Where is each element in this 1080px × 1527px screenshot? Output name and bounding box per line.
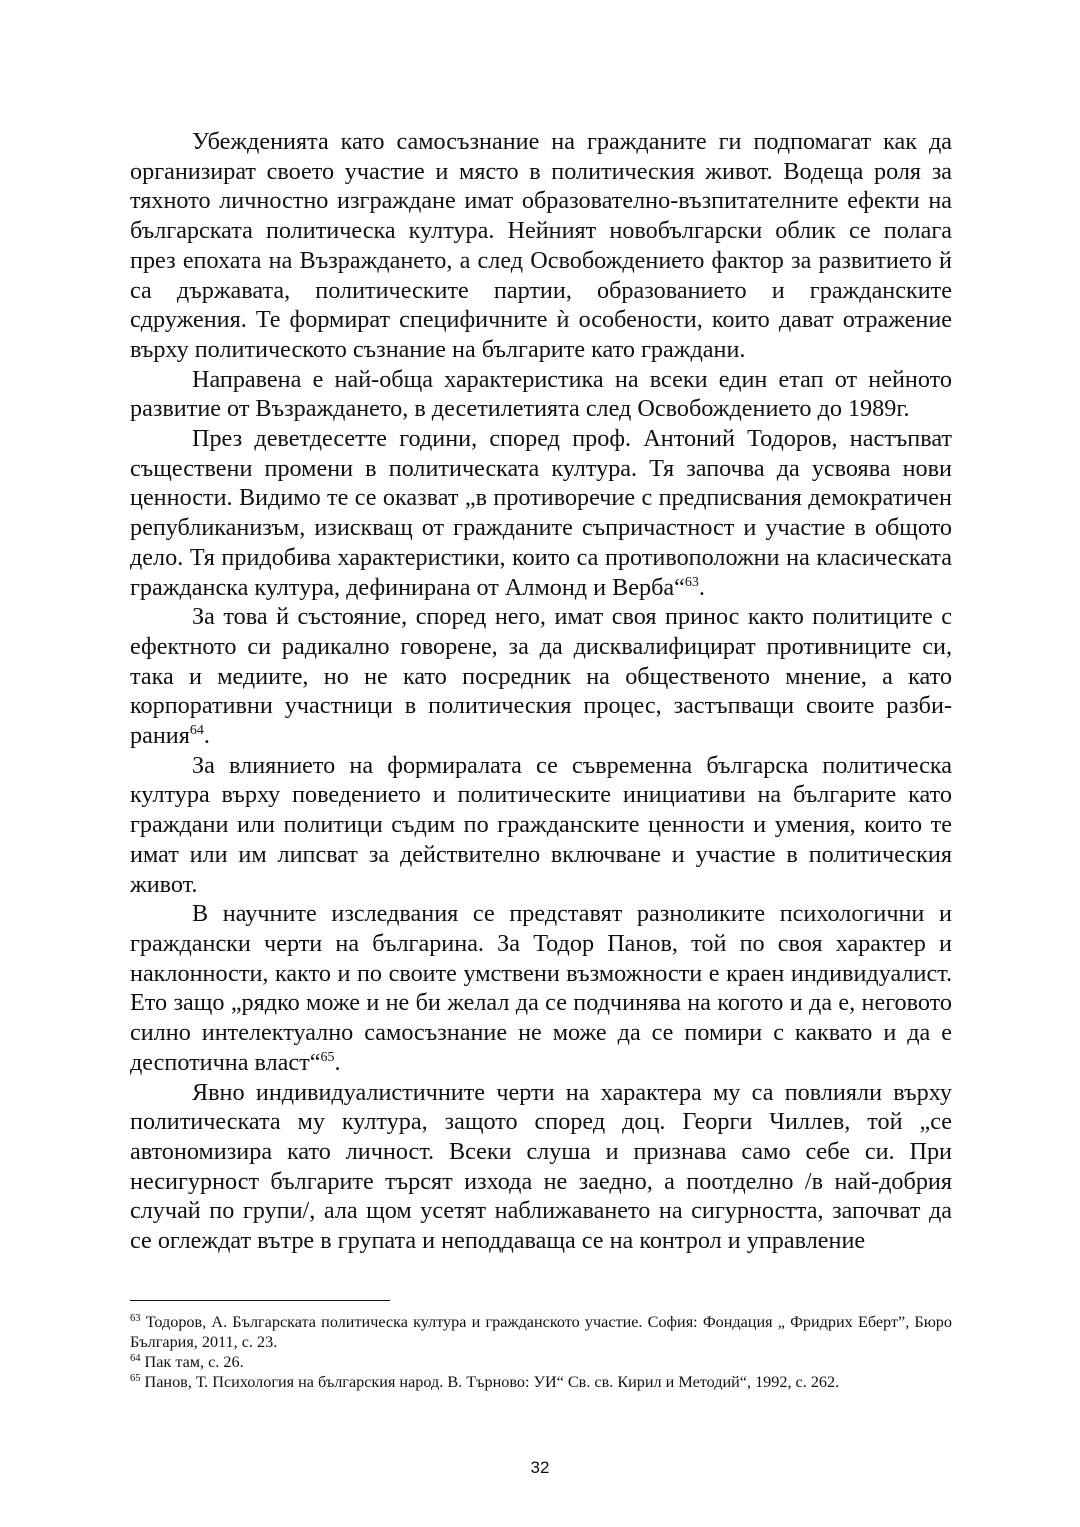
footnote-reference[interactable]: 65 [320,1049,335,1065]
paragraph-text: Явно индивидуалистичните черти на характера му са повлияли върху политическата му култура, защото според доц. Георги Чиллев, той „се автономизира като личност. Всеки слуша и признава само себе си. При несигурност българите търсят изхода не заедно, а поотделно /в най-добрия случай по групи/, ала щом усетят наближаването на сигурността, започват да се оглеждат вътре в групата и неподдаваща се на контрол и управление [130,1078,952,1255]
paragraph-tail: . [698,573,705,601]
paragraph-text: През деветдесетте години, според проф. Антоний Тодоров, настъпват съществени промени в политическата култура. Тя започва да усвоява нови ценности. Видимо те се оказват „в противоречие с предписвания демократичен републиканизъм, изискващ от гражданите съпричастност и участие в общото дело. Тя придобива характеристики, които са противоположни на класическата гражданска култура, дефинирана от Алмонд и Верба“ [130,425,952,601]
footnote-text: Пак там, с. 26. [140,1353,244,1371]
footnotes [130,1312,952,1392]
body-text [130,127,952,1256]
paragraph-tail: . [334,1048,341,1076]
paragraph [130,899,952,1077]
paragraph-text: Убежденията като самосъзнание на гражданите ги подпомагат как да организират своето участие и място в политическия живот. Водеща роля за тяхното личностно изграждане имат образователно-възпитателните ефекти на българската политическа култура. Нейният новобългарски облик се полага през епохата на Възраждането, а след Освобождението фактор за развитието й са държавата, политическите партии, образованието и гражданските сдружения. Те формират специфичните ѝ особености, които дават отражение върху политическото съзнание на българите като граждани. [130,128,952,363]
footnote [130,1372,952,1392]
footnote [130,1312,952,1352]
paragraph-text: За влиянието на формиралата се съвременна българска политическа култура върху поведението и политическите инициативи на българите като граждани или политици съдим по гражданските ценности и умения, които те имат или им липсват за действително включване и участие в политическия живот. [130,751,952,898]
paragraph [130,602,952,751]
footnote-reference[interactable]: 63 [684,574,699,590]
footnote-reference[interactable]: 64 [189,723,204,739]
paragraph-tail: . [203,722,210,750]
footnote [130,1352,952,1372]
paragraph [130,365,952,424]
paragraph [130,127,952,365]
paragraph-text: Направена е най-обща характеристика на всеки един етап от нейното развитие от Възраждането, в десетилетията след Освобождението до 1989г. [130,365,952,423]
footnote-mark: 65 [130,1373,141,1384]
paragraph-text: За това й състояние, според него, имат своя принос както политиците с ефектното си радикално говорене, за да дисквалифицират противниците си, така и медиите, но не като посредник на общественото мнение, а като корпоративни участници в политическия процес, застъпващи своите разбирания [130,603,952,750]
footnote-separator [130,1300,390,1301]
footnote-text: Тодоров, А. Българската политическа култура и гражданското участие. София: Фондация „ Фридрих Еберт”, Бюро България, 2011, с. 23. [130,1313,952,1351]
footnote-mark: 63 [130,1313,141,1324]
footnote-text: Панов, Т. Психология на българския народ. В. Търново: УИ“ Св. св. Кирил и Методий“, 1992, с. 262. [140,1373,840,1391]
paragraph [130,1078,952,1256]
paragraph [130,751,952,900]
paragraph-text: В научните изследвания се представят разноликите психологични и граждански черти на българина. За Тодор Панов, той по своя характер и наклонности, както и по своите умствени възможности е краен индивидуалист. Ето защо „рядко може и не би желал да се подчинява на когото и да е, неговото силно интелектуално самосъзнание не може да се помири с каквато и да е деспотична власт“ [130,900,952,1076]
paragraph [130,424,952,602]
footnote-mark: 64 [130,1353,141,1364]
page-number: 32 [530,1458,550,1477]
